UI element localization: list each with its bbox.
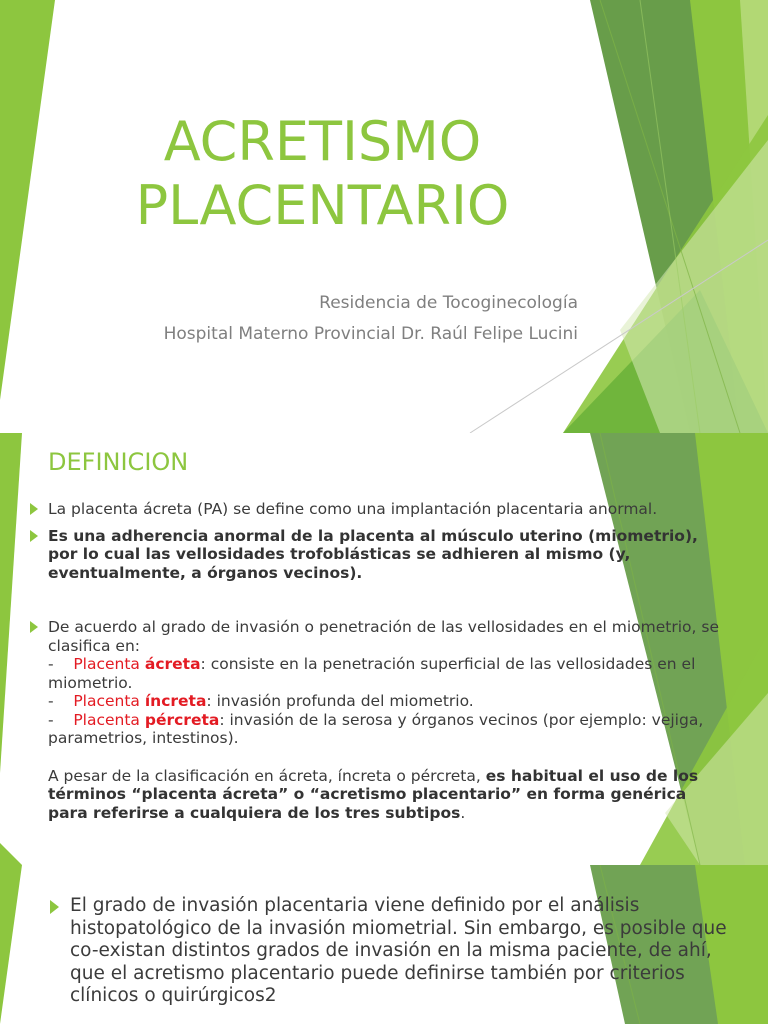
subtitle-line-1: Residencia de Tocoginecología <box>319 293 578 313</box>
type-term: ácreta <box>144 655 201 673</box>
type-label <box>73 711 219 729</box>
title-line-1: ACRETISMO <box>163 110 482 173</box>
left-green-corner <box>0 843 22 865</box>
type-label <box>73 692 206 710</box>
classification-intro: De acuerdo al grado de invasión o penetración de las vellosidades en el miometrio, se clasifica en: <box>48 618 719 655</box>
invasion-body <box>48 895 748 1008</box>
spacer <box>48 748 728 767</box>
paragraph-text: El grado de invasión placentaria viene definido por el análisis histopatológico de la invasión miometrial. Sin embargo, es posible que co-existan distintos grados de invasión en la misma paciente, de ahí, que el acretismo placentario puede definirse también por criterios clínicos o quirúrgicos2 <box>70 895 727 1006</box>
note-bold: es habitual el uso de los términos “placenta ácreta” o “acretismo placentario” en forma genérica para referirse a cualquiera de los tres subtipos <box>48 766 699 822</box>
type-label-text: Placenta <box>73 692 145 710</box>
type-dash: - <box>48 710 54 729</box>
type-percreta <box>48 711 728 748</box>
type-term: íncreta <box>144 692 207 710</box>
left-green-wedge <box>0 0 55 400</box>
bullet-paragraph-3 <box>28 618 728 822</box>
bullet-paragraph-1 <box>28 500 728 519</box>
type-description: : consiste en la penetración superficial de las vellosidades en el miometrio. <box>48 655 696 692</box>
bullet-paragraph <box>48 895 748 1008</box>
type-increta <box>48 692 728 711</box>
triangle-bullet-icon <box>30 621 38 633</box>
type-dash: - <box>48 692 54 710</box>
subtitle <box>164 288 578 350</box>
triangle-bullet-icon <box>30 503 38 515</box>
type-acreta <box>48 655 728 692</box>
note-start: A pesar de la clasificación en ácreta, íncreta o pércreta, <box>48 766 486 785</box>
classification-note <box>48 767 728 823</box>
definition-body <box>28 500 728 822</box>
triangle-bullet-icon <box>30 530 38 542</box>
section-heading: DEFINICION <box>48 448 189 476</box>
left-green-wedge <box>0 865 22 1024</box>
type-label-text: Placenta <box>73 710 145 729</box>
title-line-2: PLACENTARIO <box>135 174 510 237</box>
type-description: : invasión profunda del miometrio. <box>206 692 474 710</box>
slide-invasion <box>0 865 768 1024</box>
type-label-text: Placenta <box>73 655 145 673</box>
bullet-paragraph-2 <box>28 527 728 583</box>
slide-definicion <box>0 433 768 865</box>
left-green-wedge <box>0 433 22 773</box>
slide-title-text <box>100 110 545 238</box>
type-description: : invasión de la serosa y órganos vecinos (por ejemplo: vejiga, parametrios, intestinos). <box>48 710 704 747</box>
note-end: . <box>460 803 466 822</box>
subtitle-line-2: Hospital Materno Provincial Dr. Raúl Felipe Lucini <box>163 324 578 344</box>
slide-title <box>0 0 768 433</box>
paragraph-text: Es una adherencia anormal de la placenta al músculo uterino (miometrio), por lo cual las vellosidades trofoblásticas se adhieren al mismo (y, eventualmente, a órganos vecinos). <box>48 526 698 582</box>
paragraph-text: La placenta ácreta (PA) se define como una implantación placentaria anormal. <box>48 500 658 518</box>
type-label <box>73 655 200 673</box>
triangle-bullet-icon <box>50 900 59 914</box>
type-term: pércreta <box>144 710 220 729</box>
type-dash: - <box>48 655 54 673</box>
